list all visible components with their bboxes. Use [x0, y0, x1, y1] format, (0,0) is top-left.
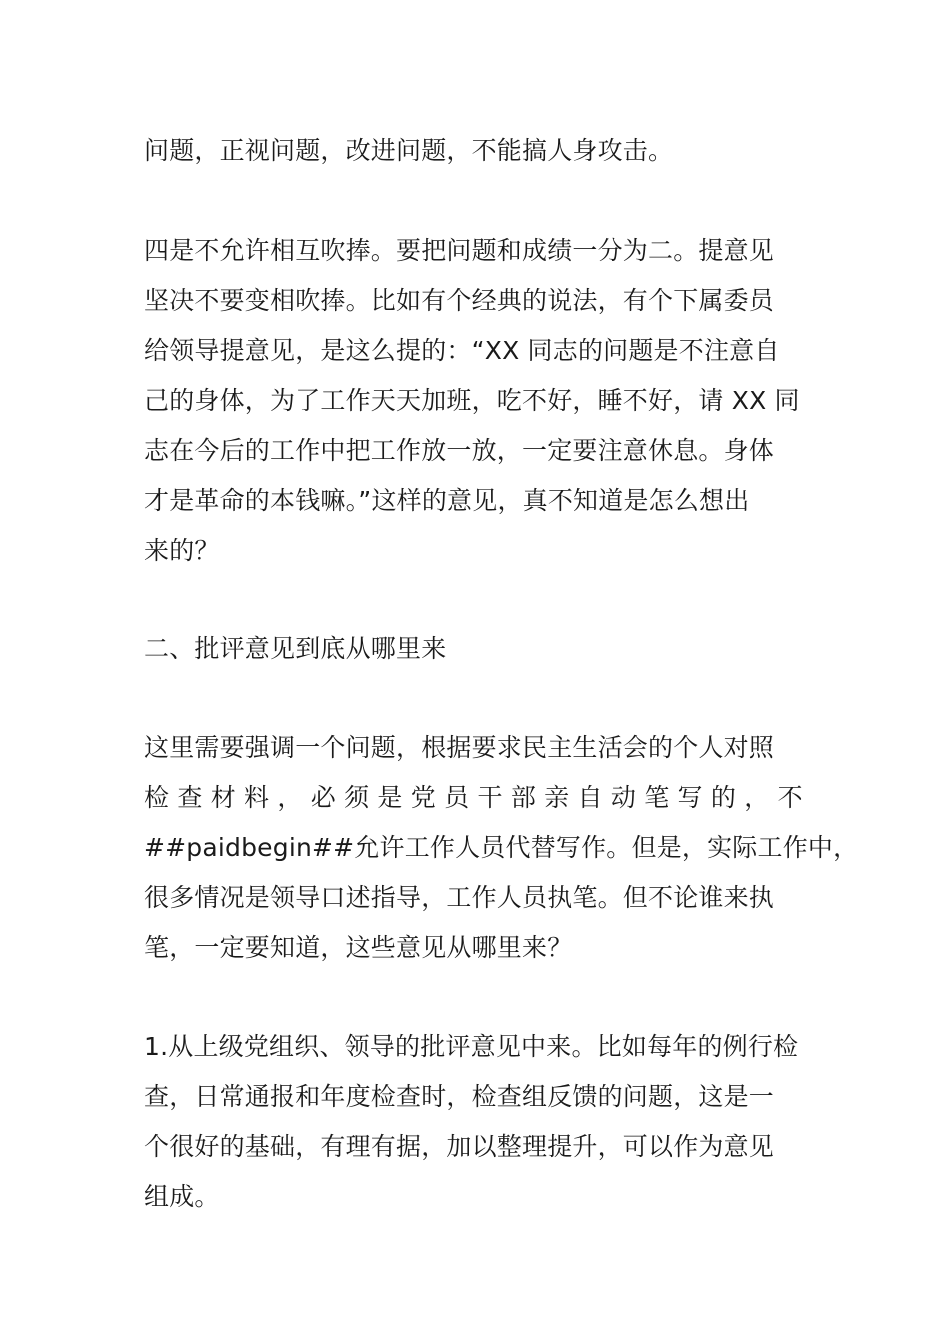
- paragraph-where-from: [144, 723, 859, 973]
- text-line: 才是革命的本钱嘛。”这样的意见，真不知道是怎么想出: [144, 486, 750, 515]
- paragraph-point-four: [144, 226, 814, 576]
- text-line: 这里需要强调一个问题，根据要求民主生活会的个人对照: [144, 733, 775, 762]
- text-line: 坚决不要变相吹捧。比如有个经典的说法，有个下属委员: [144, 286, 775, 315]
- text-line: 很多情况是领导口述指导，工作人员执笔。但不论谁来执: [144, 883, 775, 912]
- text-line: 1.从上级党组织、领导的批评意见中来。比如每年的例行检: [144, 1032, 799, 1061]
- paragraph-intro-fragment: [144, 126, 814, 176]
- paragraph-item-one: [144, 1022, 814, 1222]
- section-heading-text: 二、批评意见到底从哪里来: [144, 634, 447, 663]
- text-line: 问题，正视问题，改进问题，不能搞人身攻击。: [144, 136, 674, 165]
- text-line: 来的？: [144, 536, 220, 565]
- text-line: 检 查 材 料 ， 必 须 是 党 员 干 部 亲 自 动 笔 写 的 ， 不: [144, 783, 803, 812]
- text-line: 个很好的基础，有理有据，加以整理提升，可以作为意见: [144, 1132, 775, 1161]
- section-heading: [144, 624, 814, 674]
- text-line: 四是不允许相互吹捧。要把问题和成绩一分为二。提意见: [144, 236, 775, 265]
- text-line: 组成。: [144, 1182, 220, 1211]
- text-line: 查，日常通报和年度检查时，检查组反馈的问题，这是一: [144, 1082, 775, 1111]
- text-line: 己的身体，为了工作天天加班，吃不好，睡不好，请 XX 同: [144, 386, 800, 415]
- text-line: 给领导提意见，是这么提的：“XX 同志的问题是不注意自: [144, 336, 780, 365]
- text-line: 志在今后的工作中把工作放一放，一定要注意休息。身体: [144, 436, 775, 465]
- text-line: ##paidbegin##允许工作人员代替写作。但是，实际工作中，: [144, 833, 859, 862]
- text-line: 笔，一定要知道，这些意见从哪里来？: [144, 933, 573, 962]
